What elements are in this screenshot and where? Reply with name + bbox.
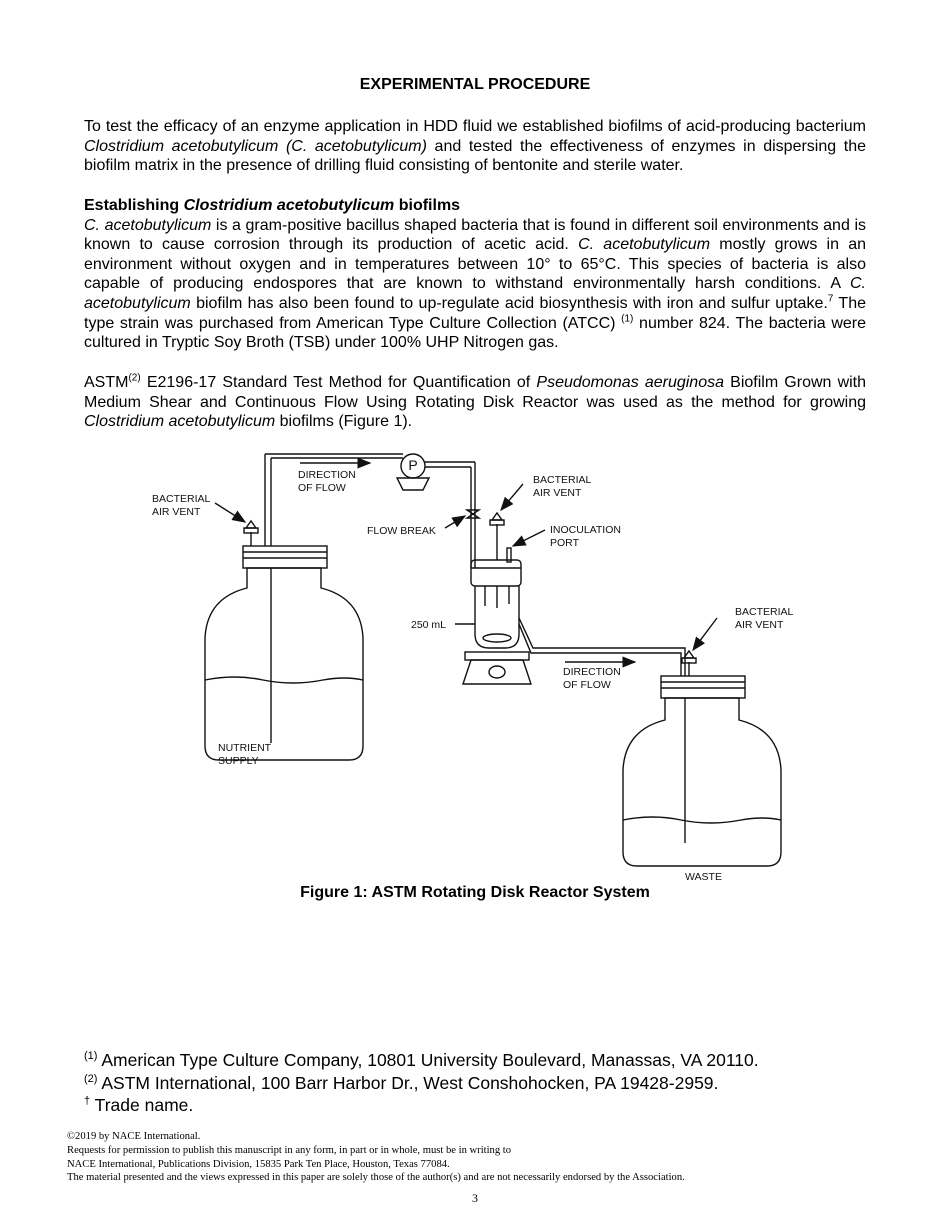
pump-label: P xyxy=(408,457,418,473)
volume-label: 250 mL xyxy=(411,619,447,631)
nutrient-supply-label: NUTRIENT xyxy=(218,742,272,754)
vent-right-label: BACTERIAL xyxy=(735,606,794,618)
establishing-paragraph: Establishing Clostridium acetobutylicum biofilms C. acetobutylicum is a gram-positive bacillus shaped bacteria that is found in different soil environments and is known to cause corrosion through its production of acetic acid. C. acetobutylicum mostly grows in an environment without oxygen and in temperatures between 10° to 65°C. This species of bacteria is also capable of producing endospores that are known to withstand environmentally harsh conditions. A C. acetobutylicum biofilm has also been found to up-regulate acid biosynthesis with iron and sulfur uptake.$^7$ The type strain was purchased from American Type Culture Collection (ATCC) $^{(1)}$ number 824. The bacteria were cultured in Tryptic Soy Broth (TSB) under 100% UHP Nitrogen gas. xyxy=(84,197,867,352)
svg-text:SUPPLY: SUPPLY xyxy=(218,755,259,767)
flow-break-label: FLOW BREAK xyxy=(367,525,436,537)
nutrient-bottle-cap xyxy=(243,546,327,568)
vent-mid-label: BACTERIAL xyxy=(533,474,592,486)
svg-text:OF FLOW: OF FLOW xyxy=(298,482,346,494)
direction-top-label: DIRECTION xyxy=(298,469,356,481)
inoculation-port-label: INOCULATION xyxy=(550,524,621,536)
section-heading: EXPERIMENTAL PROCEDURE xyxy=(359,76,591,93)
astm-paragraph: ASTM$^{(2)}$ E2196-17 Standard Test Method for Quantification of Pseudomonas aeruginosa Biofilm Grown with Medium Shear and Continuous Flow Using Rotating Disk Reactor was used as the method for growing Clostridium acetobutylicum biofilms (Figure 1). xyxy=(84,372,867,431)
stir-plate xyxy=(465,652,529,660)
copyright-line: ©2019 by NACE International. xyxy=(67,1131,201,1142)
permission-line: Requests for permission to publish this manuscript in any form, in part or in whole, must be in writing to xyxy=(67,1144,512,1156)
waste-bottle-cap xyxy=(661,676,745,698)
footnote-2: $^{(2)}$ ASTM International, 100 Barr Harbor Dr., West Conshohocken, PA 19428-2959. xyxy=(84,1072,719,1093)
legal-notice xyxy=(67,1130,887,1185)
nutrient-bottle xyxy=(205,568,363,760)
disclaimer-line: The material presented and the views expressed in this paper are solely those of the author(s) and are not necessarily endorsed by the Association. xyxy=(67,1172,685,1184)
svg-text:AIR VENT: AIR VENT xyxy=(152,506,201,518)
svg-text:PORT: PORT xyxy=(550,537,579,549)
waste-liquid xyxy=(623,817,781,823)
address-line: NACE International, Publications Division, 15835 Park Ten Place, Houston, Texas 77084. xyxy=(67,1158,450,1170)
reactor-lid xyxy=(471,560,521,586)
footnotes xyxy=(84,1049,884,1117)
page-number: 3 xyxy=(472,1191,478,1205)
nutrient-liquid xyxy=(205,677,363,683)
waste-label: WASTE xyxy=(685,871,722,883)
subsection-title: Establishing Clostridium acetobutylicum biofilms xyxy=(84,197,461,214)
direction-bottom-label: DIRECTION xyxy=(563,666,621,678)
footnote-1: $^{(1)}$ American Type Culture Company, 10801 University Boulevard, Manassas, VA 20110. xyxy=(84,1050,759,1070)
figure-caption: Figure 1: ASTM Rotating Disk Reactor System xyxy=(300,884,650,901)
footnote-trade: † Trade name. xyxy=(84,1095,194,1115)
reactor-diagram xyxy=(145,448,810,888)
svg-text:OF FLOW: OF FLOW xyxy=(563,679,611,691)
vent-left-label: BACTERIAL xyxy=(152,493,211,505)
rotating-disk xyxy=(483,634,511,642)
waste-bottle xyxy=(623,698,781,866)
intro-paragraph: To test the efficacy of an enzyme application in HDD fluid we established biofilms of acid-producing bacterium Clostridium acetobutylicum (C. acetobutylicum) and tested the effectiveness of enzymes in dispersing the biofilm matrix in the presence of drilling fluid consisting of bentonite and sterile water. xyxy=(84,118,866,175)
svg-text:AIR VENT: AIR VENT xyxy=(735,619,784,631)
svg-text:AIR VENT: AIR VENT xyxy=(533,487,582,499)
